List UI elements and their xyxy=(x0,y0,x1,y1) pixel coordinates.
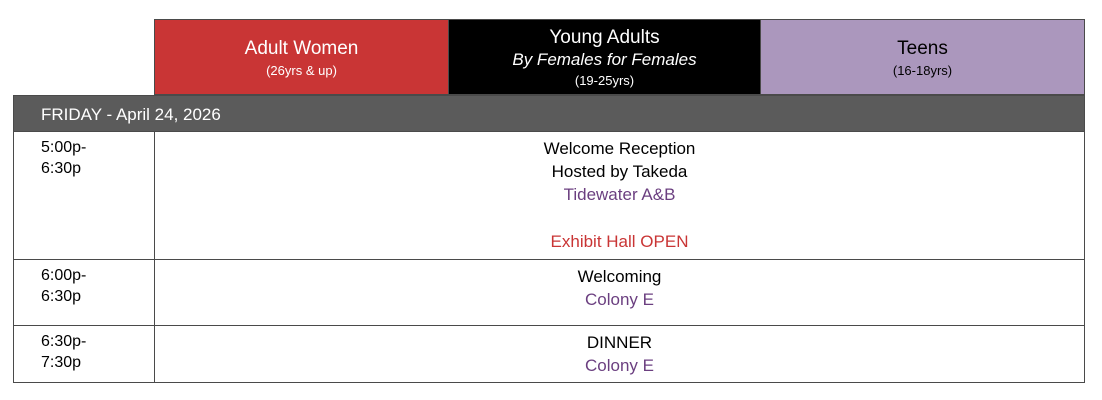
time-start: 5:00p- xyxy=(41,139,87,156)
header-young-adults xyxy=(449,19,761,95)
header-teens xyxy=(761,19,1085,95)
time-end: 6:30p xyxy=(41,160,82,177)
exhibit-hall-note: Exhibit Hall OPEN xyxy=(550,232,689,251)
adult-women-age-note: (26yrs & up) xyxy=(266,63,337,78)
time-cell xyxy=(14,326,155,382)
teens-title: Teens xyxy=(897,38,948,59)
day-header: FRIDAY - April 24, 2026 xyxy=(13,95,1085,132)
schedule-row xyxy=(13,260,1085,326)
time-cell xyxy=(14,132,155,259)
schedule-table xyxy=(13,19,1085,383)
time-cell xyxy=(14,260,155,325)
event-spacer xyxy=(155,206,1084,230)
event-location: Colony E xyxy=(585,290,654,309)
schedule-row xyxy=(13,326,1085,383)
event-location: Tidewater A&B xyxy=(563,185,676,204)
schedule-row xyxy=(13,132,1085,260)
event-host: Hosted by Takeda xyxy=(551,162,688,181)
event-title: Welcome Reception xyxy=(543,139,696,158)
time-end: 7:30p xyxy=(41,354,82,371)
young-adults-age-note: (19-25yrs) xyxy=(574,73,635,88)
header-adult-women xyxy=(154,19,449,95)
header-blank-cell xyxy=(13,19,154,95)
event-cell xyxy=(155,132,1084,259)
event-location: Colony E xyxy=(585,356,654,375)
young-adults-title: Young Adults xyxy=(549,27,660,48)
event-title: Welcoming xyxy=(577,267,662,286)
audience-header-row xyxy=(13,19,1085,95)
time-end: 6:30p xyxy=(41,288,82,305)
time-start: 6:00p- xyxy=(41,267,87,284)
event-title: DINNER xyxy=(586,333,653,352)
event-cell xyxy=(155,326,1084,382)
young-adults-subtitle: By Females for Females xyxy=(512,50,697,69)
time-start: 6:30p- xyxy=(41,333,87,350)
teens-age-note: (16-18yrs) xyxy=(892,63,953,78)
adult-women-title: Adult Women xyxy=(244,38,359,59)
event-cell xyxy=(155,260,1084,325)
